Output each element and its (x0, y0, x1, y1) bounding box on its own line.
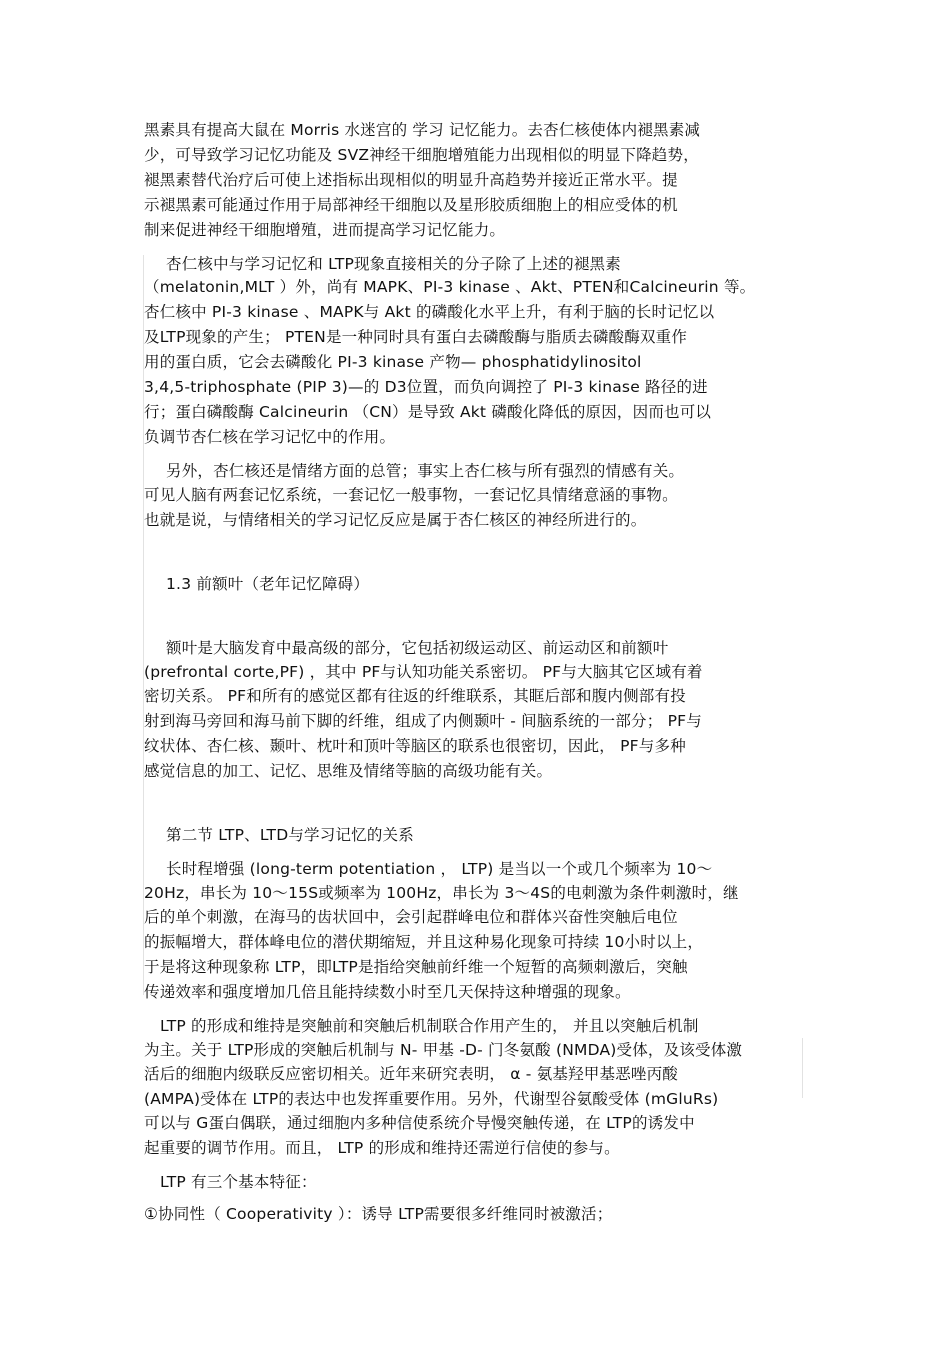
text-line: 长时程增强 (long-term potentiation ， LTP) 是当以一个或几个频率为 10～ (166, 860, 713, 878)
text-line: 另外，杏仁核还是情绪方面的总管；事实上杏仁核与所有强烈的情感有关。 (166, 462, 685, 480)
section-heading: 第二节 LTP、LTD与学习记忆的关系 (166, 826, 414, 844)
text-line: 射到海马旁回和海马前下脚的纤维，组成了内侧颞叶 - 间脑系统的一部分； PF与 (144, 712, 702, 730)
text-line: 20Hz，串长为 10～15S或频率为 100Hz，串长为 3～4S的电刺激为条件刺激时，继 (144, 884, 739, 902)
text-line: (prefrontal corte,PF) ，其中 PF与认知功能关系密切。 PF与大脑其它区域有着 (144, 663, 703, 681)
text-line: 可见人脑有两套记忆系统，一套记忆一般事物，一套记忆具情绪意涵的事物。 (144, 486, 678, 504)
text-line: 用的蛋白质，它会去磷酸化 PI-3 kinase 产物— phosphatidylinositol (144, 353, 642, 371)
margin-rule (802, 1038, 803, 1098)
text-line: ①协同性（ Cooperativity ）：诱导 LTP需要很多纤维同时被激活； (144, 1205, 613, 1223)
text-line: 为主。关于 LTP形成的突触后机制与 N- 甲基 -D- 门冬氨酸 (NMDA)受体，及该受体激 (144, 1041, 743, 1059)
text-line: LTP 有三个基本特征： (160, 1173, 317, 1191)
text-line: 后的单个刺激，在海马的齿状回中，会引起群峰电位和群体兴奋性突触后电位 (144, 908, 678, 926)
text-line: 制来促进神经干细胞增殖，进而提高学习记忆能力。 (144, 221, 506, 239)
section-heading: 1.3 前额叶（老年记忆障碍） (166, 575, 370, 593)
text-line: 褪黑素替代治疗后可使上述指标出现相似的明显升高趋势并接近正常水平。提 (144, 171, 678, 189)
text-line: 纹状体、杏仁核、颞叶、枕叶和顶叶等脑区的联系也很密切，因此， PF与多种 (144, 737, 686, 755)
text-line: 3,4,5-triphosphate (PIP 3)—的 D3位置，而负向调控了 PI-3 kinase 路径的进 (144, 378, 708, 396)
text-line: 起重要的调节作用。而且， LTP 的形成和维持还需逆行信使的参与。 (144, 1139, 620, 1157)
text-line: 及LTP现象的产生； PTEN是一种同时具有蛋白去磷酸酶与脂质去磷酸酶双重作 (144, 328, 688, 346)
text-line: 额叶是大脑发育中最高级的部分，它包括初级运动区、前运动区和前额叶 (166, 639, 669, 657)
text-line: 黑素具有提高大鼠在 Morris 水迷宫的 学习 记忆能力。去杏仁核使体内褪黑素减 (144, 121, 701, 139)
text-line: （melatonin,MLT ）外，尚有 MAPK、PI-3 kinase 、Akt、PTEN和Calcineurin 等。 (144, 278, 756, 296)
text-line: 杏仁核中与学习记忆和 LTP现象直接相关的分子除了上述的褪黑素 (166, 255, 621, 273)
text-line: 示褪黑素可能通过作用于局部神经干细胞以及星形胶质细胞上的相应受体的机 (144, 196, 678, 214)
text-line: 于是将这种现象称 LTP，即LTP是指给突触前纤维一个短暂的高频刺激后，突触 (144, 958, 688, 976)
text-line: 活后的细胞内级联反应密切相关。近年来研究表明， α - 氨基羟甲基恶唑丙酸 (144, 1065, 678, 1083)
text-line: 的振幅增大，群体峰电位的潜伏期缩短，并且这种易化现象可持续 10小时以上， (144, 933, 704, 951)
text-line: 负调节杏仁核在学习记忆中的作用。 (144, 428, 396, 446)
text-line: 感觉信息的加工、记忆、思维及情绪等脑的高级功能有关。 (144, 762, 553, 780)
text-line: 少，可导致学习记忆功能及 SVZ神经干细胞增殖能力出现相似的明显下降趋势， (144, 146, 699, 164)
text-line: LTP 的形成和维持是突触前和突触后机制联合作用产生的， 并且以突触后机制 (160, 1017, 699, 1035)
text-line: 可以与 G蛋白偶联，通过细胞内多种信使系统介导慢突触传递，在 LTP的诱发中 (144, 1114, 695, 1132)
text-line: 密切关系。 PF和所有的感觉区都有往返的纤维联系，其眶后部和腹内侧部有投 (144, 687, 686, 705)
text-line: 也就是说，与情绪相关的学习记忆反应是属于杏仁核区的神经所进行的。 (144, 511, 647, 529)
text-line: 行；蛋白磷酸酶 Calcineurin （CN）是导致 Akt 磷酸化降低的原因，因而也可以 (144, 403, 712, 421)
text-line: 传递效率和强度增加几倍且能持续数小时至几天保持这种增强的现象。 (144, 983, 631, 1001)
text-line: (AMPA)受体在 LTP的表达中也发挥重要作用。另外，代谢型谷氨酸受体 (mGluRs) (144, 1090, 719, 1108)
text-line: 杏仁核中 PI-3 kinase 、MAPK与 Akt 的磷酸化水平上升，有利于脑的长时记忆以 (144, 303, 715, 321)
